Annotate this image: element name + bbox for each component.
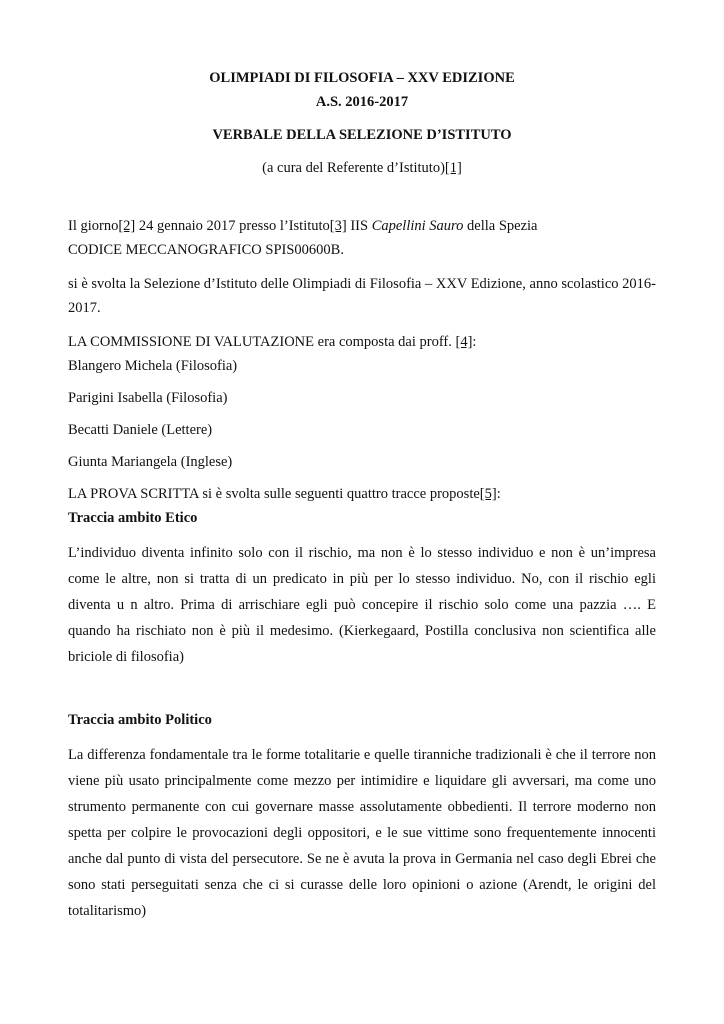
footnote-link-1[interactable]: [1] (444, 160, 462, 176)
intro-paragraph (68, 214, 656, 238)
footnote-link-2[interactable]: [2] (118, 218, 136, 234)
written-test-colon: : (496, 486, 501, 502)
commission-colon: : (472, 334, 477, 350)
document-body (68, 214, 656, 924)
commission-member: Becatti Daniele (Lettere) (68, 422, 213, 438)
track-text-politico: La differenza fondamentale tra le forme totalitarie e quelle tiranniche tradizionali è che il terrore non viene più usato principalmente come mezzo per intimidire e liquidare gli avversari, ma come uno strumento permanente con cui governare masse assolutamente obbedienti. Il terrore moderno non spetta per colpire le provocazioni degli oppositori, e le sue vittime sono frequentemente innocenti anche dal punto di vista del persecutore. Se ne è avuta la prova in Germania nel caso degli Ebrei che sono stati perseguitati senza che ci si curasse delle loro opinioni o azione (Arendt, le origini del totalitarismo) (68, 747, 656, 919)
intro-text-4: della Spezia (463, 218, 538, 234)
school-year: A.S. 2016-2017 (315, 94, 409, 110)
footnote-link-3[interactable]: [3] (329, 218, 347, 234)
commission-text: LA COMMISSIONE DI VALUTAZIONE era composta dai proff. (68, 334, 456, 350)
code-line: CODICE MECCANOGRAFICO SPIS00600B. (68, 242, 344, 258)
intro-text-3: IIS (346, 218, 372, 234)
document-subtitle: VERBALE DELLA SELEZIONE D’ISTITUTO (212, 127, 512, 143)
commission-member: Blangero Michela (Filosofia) (68, 358, 238, 374)
track-heading-politico: Traccia ambito Politico (68, 712, 212, 728)
footnote-link-4[interactable]: [4] (455, 334, 473, 350)
track-heading-etico: Traccia ambito Etico (68, 510, 198, 526)
track-text-etico: L’individuo diventa infinito solo con il rischio, ma non è lo stesso individuo e non è un’impresa come le altre, non si tratta di un predicato in più per lo stesso individuo. No, con il rischio egli diventa u n altro. Prima di arrischiare egli può concepire il rischio solo come una pazzia …. E quando ha rischiato non è più il medesimo. (Kierkegaard, Postilla conclusiva non scientifica alle briciole di filosofia) (68, 545, 656, 665)
care-line (0, 157, 724, 179)
selection-paragraph: si è svolta la Selezione d’Istituto delle Olimpiadi di Filosofia – XXV Edizione, anno scolastico 2016-2017. (68, 276, 656, 316)
care-text: (a cura del Referente d’Istituto) (262, 160, 445, 176)
commission-intro (68, 330, 656, 354)
school-name: Capellini Sauro (371, 218, 464, 234)
footnote-link-5[interactable]: [5] (479, 486, 497, 502)
intro-text-2: 24 gennaio 2017 presso l’Istituto (135, 218, 330, 234)
intro-text-1: Il giorno (68, 218, 119, 234)
written-test-intro (68, 482, 656, 506)
commission-member: Parigini Isabella (Filosofia) (68, 390, 228, 406)
commission-member: Giunta Mariangela (Inglese) (68, 454, 233, 470)
written-test-text: LA PROVA SCRITTA si è svolta sulle seguenti quattro tracce proposte (68, 486, 480, 502)
document-title: OLIMPIADI DI FILOSOFIA – XXV EDIZIONE (209, 70, 515, 86)
